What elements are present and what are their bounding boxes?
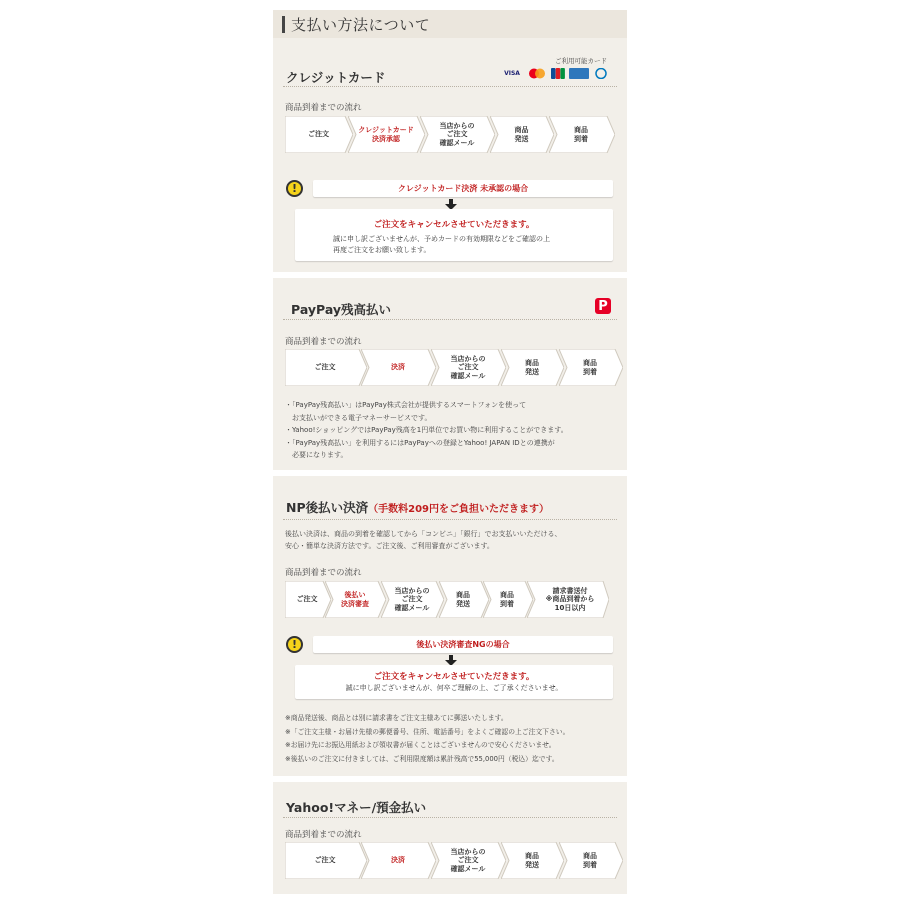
page-title: 支払い方法について — [291, 15, 431, 34]
np-alert-bar: 後払い決済審査NGの場合 — [313, 636, 613, 653]
payment-methods-page — [273, 10, 627, 894]
section-divider — [283, 86, 617, 87]
header-accent-bar — [282, 16, 285, 33]
flow-step: 請求書送付 ※商品到着から 10日以内 — [527, 581, 609, 618]
flow-label: 商品到着までの流れ — [285, 568, 362, 578]
paypay-notes: ・「PayPay残高払い」はPayPay株式会社が提供するスマートフォンを使って お支払いができる電子マネーサービスです。 ・Yahoo!ショッピングではPayPay残高を1円単位でお買い物に利用することができます。 ・「PayPay残高払い」を利用するにはPayPayへの登録とYahoo! JAPAN IDとの連携が 必要になります。 — [285, 401, 568, 459]
flow-step: ご注文 — [285, 842, 361, 879]
jcb-logo-icon — [551, 68, 565, 79]
visa-logo-icon: VISA — [504, 70, 520, 77]
yahoo-title: Yahoo!マネー/預金払い — [286, 800, 427, 815]
diners-logo-icon — [593, 68, 609, 79]
np-cancel-box — [295, 665, 613, 699]
paypay-logo-icon: P — [595, 298, 611, 314]
yahoo-flow — [285, 842, 617, 879]
flow-step: 当店からの ご注文 確認メール — [431, 349, 501, 386]
cancel-message: ご注文をキャンセルさせていただきます。 — [373, 220, 535, 230]
credit-card-title: クレジットカード — [286, 70, 386, 85]
credit-cancel-box — [295, 209, 613, 261]
flow-step: 当店からの ご注文 確認メール — [431, 842, 501, 879]
flow-step: 当店からの ご注文 確認メール — [381, 581, 439, 618]
credit-flow — [285, 116, 609, 153]
flow-step: 決済 — [361, 349, 431, 386]
cancel-body: 誠に申し訳ございませんが、何卒ご理解の上、ご了承くださいませ。 — [345, 684, 563, 692]
section-divider — [283, 817, 617, 818]
credit-card-section — [273, 44, 627, 272]
flow-step: 決済 — [361, 842, 431, 879]
flow-step: 商品 到着 — [559, 349, 617, 386]
flow-step: 商品 到着 — [549, 116, 609, 153]
flow-step: ご注文 — [285, 349, 361, 386]
flow-step: 当店からの ご注文 確認メール — [420, 116, 490, 153]
flow-step: 商品 到着 — [559, 842, 617, 879]
flow-label: 商品到着までの流れ — [285, 337, 362, 347]
flow-label: 商品到着までの流れ — [285, 103, 362, 113]
flow-step: 商品 到着 — [483, 581, 527, 618]
flow-label: 商品到着までの流れ — [285, 830, 362, 840]
mastercard-logo-icon — [527, 68, 547, 79]
available-cards — [501, 68, 609, 79]
flow-step: 商品 発送 — [490, 116, 549, 153]
flow-step: 商品 発送 — [501, 842, 559, 879]
np-notes: ※商品発送後、商品とは別に請求書をご注文主様あてに郵送いたします。 ※「ご注文主様・お届け先様の郵便番号、住所、電話番号」をよくご確認の上ご注文下さい。 ※お届け先にお振込用紙および領収書が届くことはございませんので安心くださいませ。 ※後払いのご注文に付きましては、ご利用限度額は累計残高で55,000円（税込）迄です。 — [285, 714, 570, 763]
flow-step: クレジットカード 決済承認 — [348, 116, 420, 153]
yahoo-section — [273, 782, 627, 894]
cancel-message: ご注文をキャンセルさせていただきます。 — [373, 672, 535, 682]
warning-icon: ! — [286, 636, 303, 653]
amex-logo-icon — [569, 68, 589, 79]
flow-step: 後払い 決済審査 — [325, 581, 381, 618]
page-header — [273, 10, 627, 38]
flow-step: 商品 発送 — [439, 581, 483, 618]
section-divider — [283, 519, 617, 520]
paypay-flow — [285, 349, 617, 386]
flow-step: 商品 発送 — [501, 349, 559, 386]
cards-label: ご利用可能カード — [555, 57, 607, 65]
np-section — [273, 476, 627, 776]
flow-step: ご注文 — [285, 116, 348, 153]
paypay-title: PayPay残高払い — [291, 302, 392, 317]
paypay-section — [273, 278, 627, 470]
np-title: NP後払い決済（手数料209円をご負担いただきます） — [286, 500, 549, 515]
credit-alert-bar: クレジットカード決済 未承認の場合 — [313, 180, 613, 197]
section-divider — [283, 319, 617, 320]
warning-icon: ! — [286, 180, 303, 197]
np-description: 後払い決済は、商品の到着を確認してから「コンビニ」「銀行」でお支払いいただける、 安心・簡単な決済方法です。ご注文後、ご利用審査がございます。 — [285, 530, 562, 550]
cancel-body: 誠に申し訳ございませんが、予めカードの有効期限などをご確認の上 再度ご注文をお願い致します。 — [333, 235, 550, 254]
np-flow — [285, 581, 609, 618]
flow-step: ご注文 — [285, 581, 325, 618]
